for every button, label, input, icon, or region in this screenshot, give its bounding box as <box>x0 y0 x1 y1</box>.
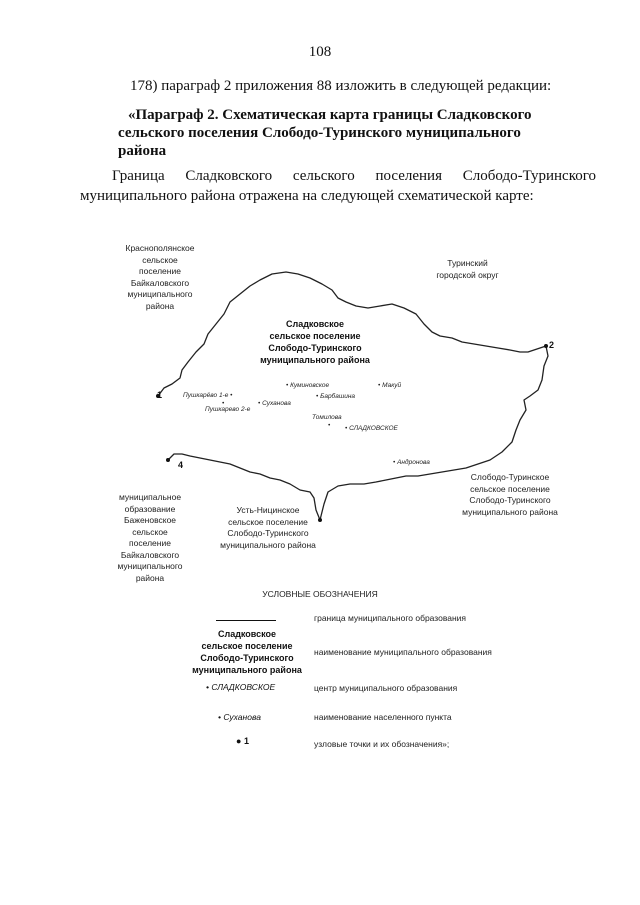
legend-settlement-desc: наименование населенного пункта <box>314 712 452 722</box>
legend-boundary-line <box>216 620 276 621</box>
page-number: 108 <box>308 44 332 60</box>
settlement-dot: • <box>258 400 261 407</box>
legend-center-sample: • СЛАДКОВСКОЕ <box>206 682 276 692</box>
settlement-barbashina: • Барбашина <box>316 393 356 400</box>
legend-boundary-desc: граница муниципального образования <box>314 613 467 623</box>
settlement-dot: • <box>393 459 396 466</box>
settlement-dot: • <box>286 382 289 389</box>
node-4-dot <box>166 458 170 462</box>
krasnopolyanskoe-label: Краснополянское сельское поселение Байкаловского муниципального района <box>125 243 195 311</box>
center-dot: • <box>345 425 348 432</box>
bazhenovskoe-label: муниципальное образование Баженовское сельское поселение Байкаловского муниципального района <box>117 492 183 583</box>
settlement-makuy: • Макуй <box>378 382 402 389</box>
legend-center-desc: центр муниципального образования <box>314 683 458 693</box>
node-2-dot <box>544 344 548 348</box>
settlement-kuminovskoe: • Куминовское <box>286 382 330 389</box>
settlement-dot: • <box>316 393 319 400</box>
settlement-dot: • <box>222 400 225 407</box>
legend-name-sample: Сладковское сельское поселение Слободо-Туринского муниципального района <box>192 629 302 675</box>
settlement-dot: • <box>230 392 233 399</box>
settlement-andronova: • Андронова <box>393 459 430 466</box>
section-heading: «Параграф 2. Схематическая карта границы Сладковского сельского поселения Слободо-Туринского муниципального района <box>118 107 532 159</box>
legend-name-desc: наименование муниципального образования <box>314 647 492 657</box>
node-dot: ● <box>236 736 242 746</box>
node-2-label: 2 <box>549 340 555 350</box>
settlement-sukhanova: • Суханова <box>258 400 291 407</box>
settlement-dot: • <box>378 382 381 389</box>
settlement-tomilova: Томилова <box>312 414 342 421</box>
main-region-label: Сладковское сельское поселение Слободо-Туринского муниципального района <box>260 319 370 365</box>
node-4-label: 4 <box>178 460 184 470</box>
intro-line: 178) параграф 2 приложения 88 изложить в следующей редакции: <box>130 78 552 94</box>
sloboda-label: Слободо-Туринское сельское поселение Слободо-Туринского муниципального района <box>462 472 558 517</box>
settlement-sladkovskoe: • СЛАДКОВСКОЕ <box>345 425 398 432</box>
ust-nitsinskoe-label: Усть-Ницинское сельское поселение Слободо-Туринского муниципального района <box>220 505 316 550</box>
settlement-tomilova-dot: • <box>328 422 331 429</box>
settlement-pushkarevo2-label: Пушкарево 2-е <box>205 406 251 413</box>
node-1-label: 1 <box>157 390 163 400</box>
legend-node-sample: ● 1 <box>236 736 249 746</box>
legend-title: УСЛОВНЫЕ ОБОЗНАЧЕНИЯ <box>262 589 378 599</box>
settlement-dot: • <box>218 712 221 722</box>
settlement-pushkarevo1: Пушкарёво 1-е • <box>183 392 233 399</box>
legend-node-desc: узловые точки и их обозначения»; <box>314 739 450 749</box>
legend-settlement-sample: • Суханова <box>218 712 261 722</box>
center-dot: • <box>206 682 209 692</box>
turinsky-label: Туринский городской округ <box>436 258 499 280</box>
description-paragraph: Граница Сладковского сельского поселения Слободо-Туринского муниципального района отражена на следующей схематической карте: <box>80 168 596 204</box>
